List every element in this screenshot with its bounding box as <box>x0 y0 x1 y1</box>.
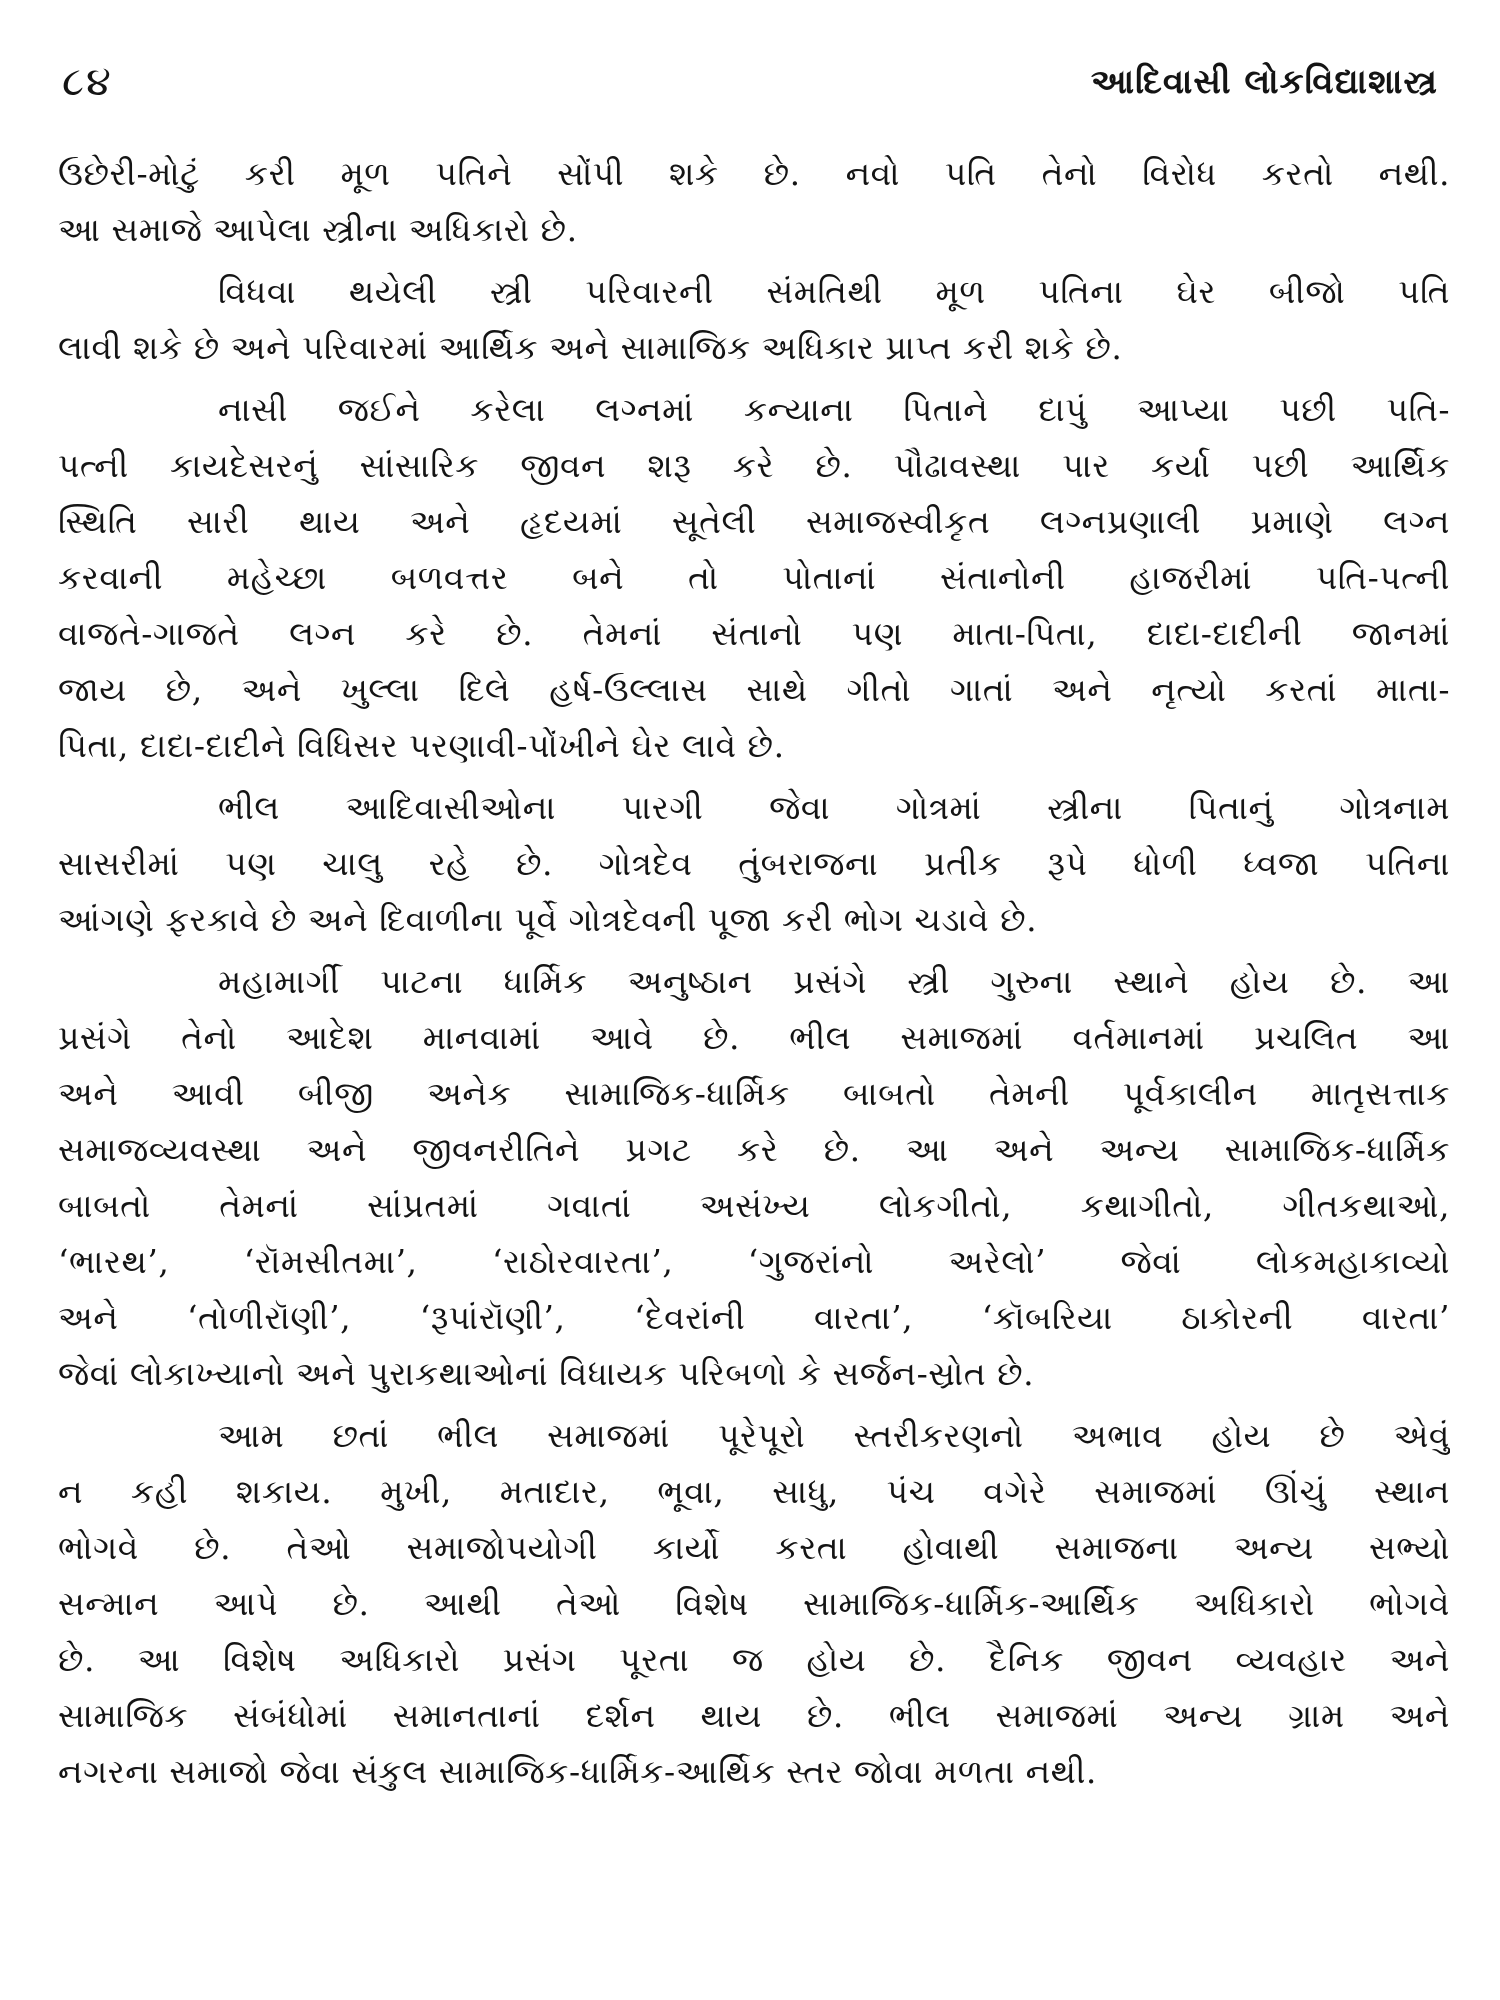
text-line: વાજતે-ગાજતે લગ્ન કરે છે. તેમનાં સંતાનો પણ માતા-પિતા, દાદા-દાદીની જાનમાં <box>58 614 1450 653</box>
paragraph <box>58 780 1450 948</box>
text-line: જાય છે, અને ખુલ્લા દિલે હર્ષ-ઉલ્લાસ સાથે ગીતો ગાતાં અને નૃત્યો કરતાં માતા- <box>58 670 1450 709</box>
text-line: લાવી શકે છે અને પરિવારમાં આર્થિક અને સામાજિક અધિકાર પ્રાપ્ત કરી શકે છે. <box>58 328 1123 367</box>
running-title: આદિવાસી લોકવિદ્યાશાસ્ત્ર <box>1090 62 1438 102</box>
text-line: નગરના સમાજો જેવા સંકુલ સામાજિક-ધાર્મિક-આર્થિક સ્તર જોવા મળતા નથી. <box>58 1752 1097 1791</box>
page-header <box>62 52 1438 112</box>
text-line: સન્માન આપે છે. આથી તેઓ વિશેષ સામાજિક-ધાર્મિક-આર્થિક અધિકારો ભોગવે <box>58 1584 1450 1623</box>
text-line: બાબતો તેમનાં સાંપ્રતમાં ગવાતાં અસંખ્ય લોકગીતો, કથાગીતો, ગીતકથાઓ, <box>58 1186 1450 1225</box>
paragraph <box>58 146 1450 258</box>
paragraph <box>58 264 1450 376</box>
paragraph <box>58 382 1450 774</box>
paragraph <box>58 1408 1450 1800</box>
text-line: વિધવા થયેલી સ્ત્રી પરિવારની સંમતિથી મૂળ પતિના ઘેર બીજો પતિ <box>218 272 1450 311</box>
text-line: મહામાર્ગી પાટના ધાર્મિક અનુષ્ઠાન પ્રસંગે સ્ત્રી ગુરુના સ્થાને હોય છે. આ <box>218 962 1450 1001</box>
text-line: અને આવી બીજી અનેક સામાજિક-ધાર્મિક બાબતો તેમની પૂર્વકાલીન માતૃસત્તાક <box>58 1074 1450 1113</box>
body-text <box>58 146 1450 1800</box>
text-line: આમ છતાં ભીલ સમાજમાં પૂરેપૂરો સ્તરીકરણનો અભાવ હોય છે એવું <box>218 1416 1450 1455</box>
text-line: પ્રસંગે તેનો આદેશ માનવામાં આવે છે. ભીલ સમાજમાં વર્તમાનમાં પ્રચલિત આ <box>58 1018 1450 1057</box>
text-line: આ સમાજે આપેલા સ્ત્રીના અધિકારો છે. <box>58 210 578 249</box>
text-line: ભીલ આદિવાસીઓના પારગી જેવા ગોત્રમાં સ્ત્રીના પિતાનું ગોત્રનામ <box>218 788 1450 827</box>
text-line: સામાજિક સંબંધોમાં સમાનતાનાં દર્શન થાય છે. ભીલ સમાજમાં અન્ય ગ્રામ અને <box>58 1696 1450 1735</box>
text-line: કરવાની મહેચ્છા બળવત્તર બને તો પોતાનાં સંતાનોની હાજરીમાં પતિ-પત્ની <box>58 558 1450 597</box>
text-line: અને ‘તોળીરૉણી’, ‘રૂપાંરૉણી’, ‘દેવરાંની વારતા’, ‘કૉબરિયા ઠાકોરની વારતા’ <box>58 1298 1450 1337</box>
text-line: ‘ભારથ’, ‘રૉમસીતમા’, ‘રાઠોરવારતા’, ‘ગુજરાંનો અરેલો’ જેવાં લોકમહાકાવ્યો <box>58 1242 1450 1281</box>
text-line: સાસરીમાં પણ ચાલુ રહે છે. ગોત્રદેવ તુંબરાજના પ્રતીક રૂપે ધોળી ધ્વજા પતિના <box>58 844 1450 883</box>
text-line: જેવાં લોકાખ્યાનો અને પુરાકથાઓનાં વિધાયક પરિબળો કે સર્જન-સ્રોત છે. <box>58 1354 1035 1393</box>
text-line: નાસી જઈને કરેલા લગ્નમાં કન્યાના પિતાને દાપું આપ્યા પછી પતિ- <box>218 390 1450 429</box>
text-line: છે. આ વિશેષ અધિકારો પ્રસંગ પૂરતા જ હોય છે. દૈનિક જીવન વ્યવહાર અને <box>58 1640 1450 1679</box>
page-number: ૮૪ <box>62 59 113 105</box>
text-line: ઉછેરી-મોટું કરી મૂળ પતિને સોંપી શકે છે. નવો પતિ તેનો વિરોધ કરતો નથી. <box>58 154 1450 193</box>
text-line: પત્ની કાયદેસરનું સાંસારિક જીવન શરૂ કરે છે. પૌઢાવસ્થા પાર કર્યા પછી આર્થિક <box>58 446 1450 485</box>
text-line: પિતા, દાદા-દાદીને વિધિસર પરણાવી-પોંખીને ઘેર લાવે છે. <box>58 726 785 765</box>
text-line: ભોગવે છે. તેઓ સમાજોપયોગી કાર્યો કરતા હોવાથી સમાજના અન્ય સભ્યો <box>58 1528 1450 1567</box>
text-line: સમાજવ્યવસ્થા અને જીવનરીતિને પ્રગટ કરે છે. આ અને અન્ય સામાજિક-ધાર્મિક <box>58 1130 1450 1169</box>
text-line: ન કહી શકાય. મુખી, મતાદાર, ભૂવા, સાધુ, પંચ વગેરે સમાજમાં ઊંચું સ્થાન <box>58 1472 1450 1511</box>
text-line: સ્થિતિ સારી થાય અને હૃદયમાં સૂતેલી સમાજસ્વીકૃત લગ્નપ્રણાલી પ્રમાણે લગ્ન <box>58 502 1450 541</box>
text-line: આંગણે ફરકાવે છે અને દિવાળીના પૂર્વે ગોત્રદેવની પૂજા કરી ભોગ ચડાવે છે. <box>58 900 1038 939</box>
paragraph <box>58 954 1450 1402</box>
